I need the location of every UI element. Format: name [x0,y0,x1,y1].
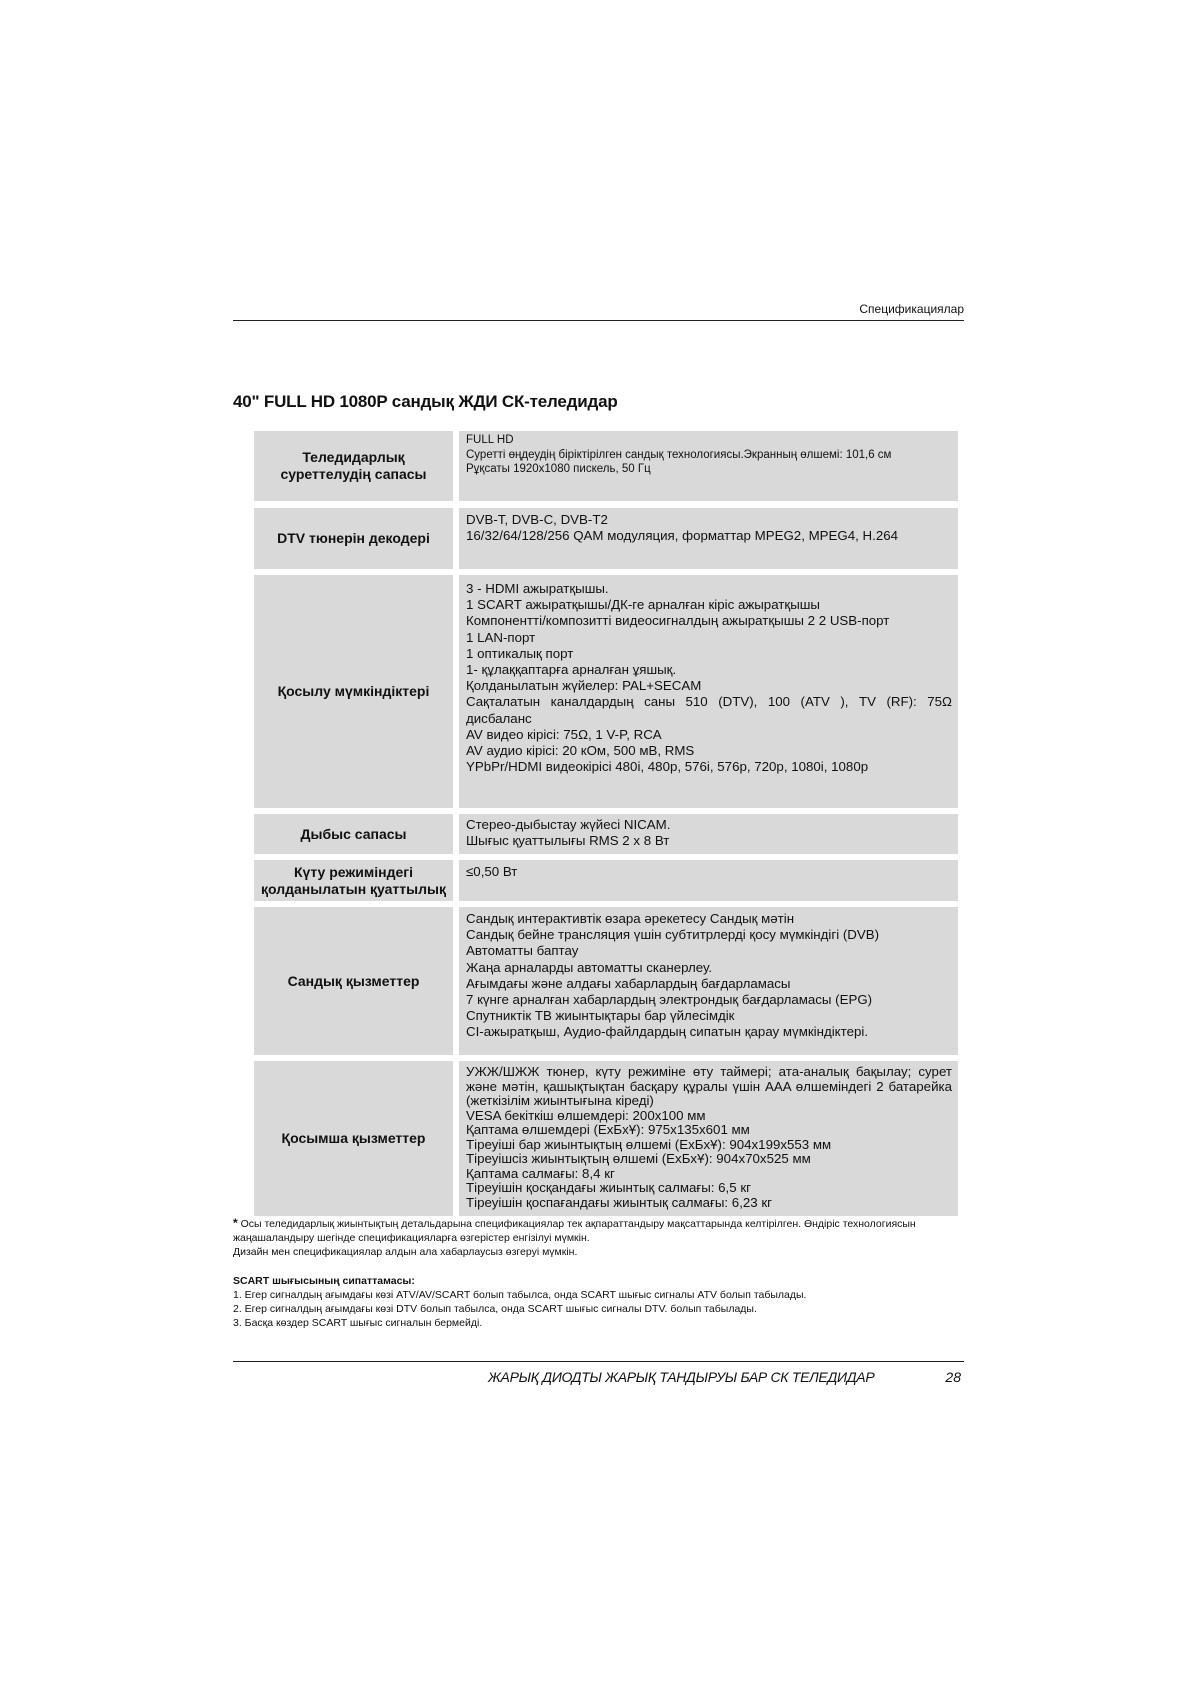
spec-value [459,508,958,569]
spec-row-sound-quality [254,814,958,854]
spec-line: FULL HD [466,434,514,446]
spec-value [459,860,958,901]
spec-label: Дыбыс сапасы [254,814,453,854]
footnote [233,1216,963,1259]
spec-line: 1 SCART ажыратқышы/ДК-ге арналған кіріс ажыратқышы [466,597,820,613]
spec-line: УЖЖ/ШЖЖ тюнер, күту режиміне өту таймері; ата-аналық бақылау; сурет және мәтін, қашықтықтан басқару құралы үшін AAA өлшеміндегі 2 батарейка (жеткізілім жиынтығына кіреді) [466,1064,952,1108]
spec-row-picture-quality [254,431,958,501]
spec-row-digital-services [254,907,958,1055]
spec-line: Спутниктік ТВ жиынтықтары бар үйлесімдік [466,1008,735,1024]
footnote-text: Осы теледидарлық жиынтықтың детальдарына спецификациялар тек ақпараттандыру мақсаттарында келтірілген. Өндіріс технологиясын жаңашаландыру шегінде спецификацияларға өзгерістер енгізілуі мүмкін. [233,1218,916,1244]
spec-line: YPbPr/HDMI видеокірісі 480i, 480p, 576i, 576p, 720p, 1080i, 1080p [466,759,869,775]
spec-line: Сандық интерактивтік өзара әрекетесу Сандық мәтін [466,911,795,926]
spec-line: Қаптама өлшемдері (ЕхБхҰ): 975x135x601 мм [466,1122,750,1137]
spec-line: VESA бекіткіш өлшемдері: 200x100 мм [466,1107,706,1123]
scart-item: 1. Егер сигналдың ағымдағы көзі ATV/AV/SCART болып табылса, онда SCART шығыс сигналы ATV болып табылады. [233,1289,807,1301]
scart-title: SCART шығысының сипаттамасы: [233,1275,415,1287]
spec-line: 3 - HDMI ажыратқышы. [466,581,609,596]
spec-line: Жаңа арналарды автоматты сканерлеу. [466,959,713,975]
spec-line: Суретті өңдеудің біріктірілген сандық технологиясы.Экранның өлшемі: 101,6 см [466,448,892,461]
spec-line: ≤0,50 Вт [466,864,518,879]
spec-label: Қосымша қызметтер [254,1061,453,1216]
spec-line: Тіреуішін қосқандағы жиынтық салмағы: 6,5 кг [466,1180,752,1195]
spec-line: AV видео кірісі: 75Ω, 1 V-P, RCA [466,726,662,742]
spec-line: Қаптама салмағы: 8,4 кг [466,1165,615,1181]
spec-line: 1- құлаққаптарға арналған ұяшық. [466,662,677,678]
spec-row-standby-power [254,860,958,901]
spec-label: Теледидарлық суреттелудің сапасы [254,431,453,501]
spec-line: Рұқсаты 1920x1080 пискель, 50 Гц [466,463,651,475]
spec-line: 1 LAN-порт [466,629,536,645]
spec-line: Стерео-дыбыстау жүйесі NICAM. [466,817,671,832]
spec-label: DTV тюнерін декодері [254,508,453,569]
spec-line: 7 күнге арналған хабарлардың электрондық бағдарламасы (EPG) [466,992,873,1008]
spec-row-dtv-tuner [254,508,958,569]
scart-item: 3. Басқа көздер SCART шығыс сигналын бермейді. [233,1317,483,1329]
spec-value [459,814,958,854]
header-section-label: Спецификациялар [859,302,964,316]
page-title: 40" FULL HD 1080P сандық ЖДИ СК-теледидар [233,392,618,411]
spec-line: Автоматты баптау [466,943,579,959]
spec-line: 1 оптикалық порт [466,645,574,661]
spec-line: 16/32/64/128/256 QAM модуляция, форматтар MPEG2, MPEG4, H.264 [466,528,898,544]
spec-value [459,431,958,501]
spec-value [459,575,958,808]
footer-divider [233,1361,964,1362]
page-number: 28 [945,1369,961,1385]
spec-line: Тіреуішін қоспағандағы жиынтық салмағы: 6,23 кг [466,1194,773,1210]
spec-label: Күту режиміндегі қолданылатын қуаттылық [254,860,453,901]
scart-description [233,1274,963,1330]
spec-table [254,431,958,1222]
spec-line: Тіреуіші бар жиынтықтың өлшемі (ЕхБхҰ): 904x199x553 мм [466,1136,832,1152]
spec-label: Қосылу мүмкіндіктері [254,575,453,808]
footnote-text-2: Дизайн мен спецификациялар алдын ала хабарлаусыз өзгеруі мүмкін. [233,1246,578,1258]
spec-line: Тіреуішсіз жиынтықтың өлшемі (ЕхБхҰ): 904x70x525 мм [466,1151,811,1166]
spec-value [459,907,958,1055]
scart-item: 2. Егер сигналдың ағымдағы көзі DTV болып табылса, онда SCART шығыс сигналы DTV. болып табылады. [233,1303,757,1315]
spec-line: Ағымдағы және алдағы хабарлардың бағдарламасы [466,975,791,991]
spec-label: Сандық қызметтер [254,907,453,1055]
footnote-star: * [233,1216,238,1230]
spec-line: DVB-T, DVB-C, DVB-T2 [466,512,608,527]
header-divider [233,320,964,321]
spec-row-additional-services [254,1061,958,1216]
spec-value [459,1061,958,1216]
spec-line: Шығыс қуаттылығы RMS 2 x 8 Вт [466,833,670,849]
spec-row-connectivity [254,575,958,808]
spec-line: Сандық бейне трансляция үшін субтитрлерді қосу мүмкіндігі (DVB) [466,927,880,943]
spec-line: AV аудио кірісі: 20 кОм, 500 мВ, RMS [466,743,695,759]
spec-line: Сақталатын каналдардың саны 510 (DTV), 100 (ATV ), TV (RF): 75Ω дисбаланс [466,694,952,726]
footer-title: ЖАРЫҚ ДИОДТЫ ЖАРЫҚ ТАНДЫРУЫ БАР СК ТЕЛЕДИДАР [488,1369,875,1385]
spec-line: Компонентті/композитті видеосигналдың ажыратқышы 2 2 USB-порт [466,613,890,629]
spec-line: CI-ажыратқыш, Аудио-файлдардың сипатын қарау мүмкіндіктері. [466,1024,869,1040]
spec-line: Қолданылатын жүйелер: PAL+SECAM [466,678,702,694]
